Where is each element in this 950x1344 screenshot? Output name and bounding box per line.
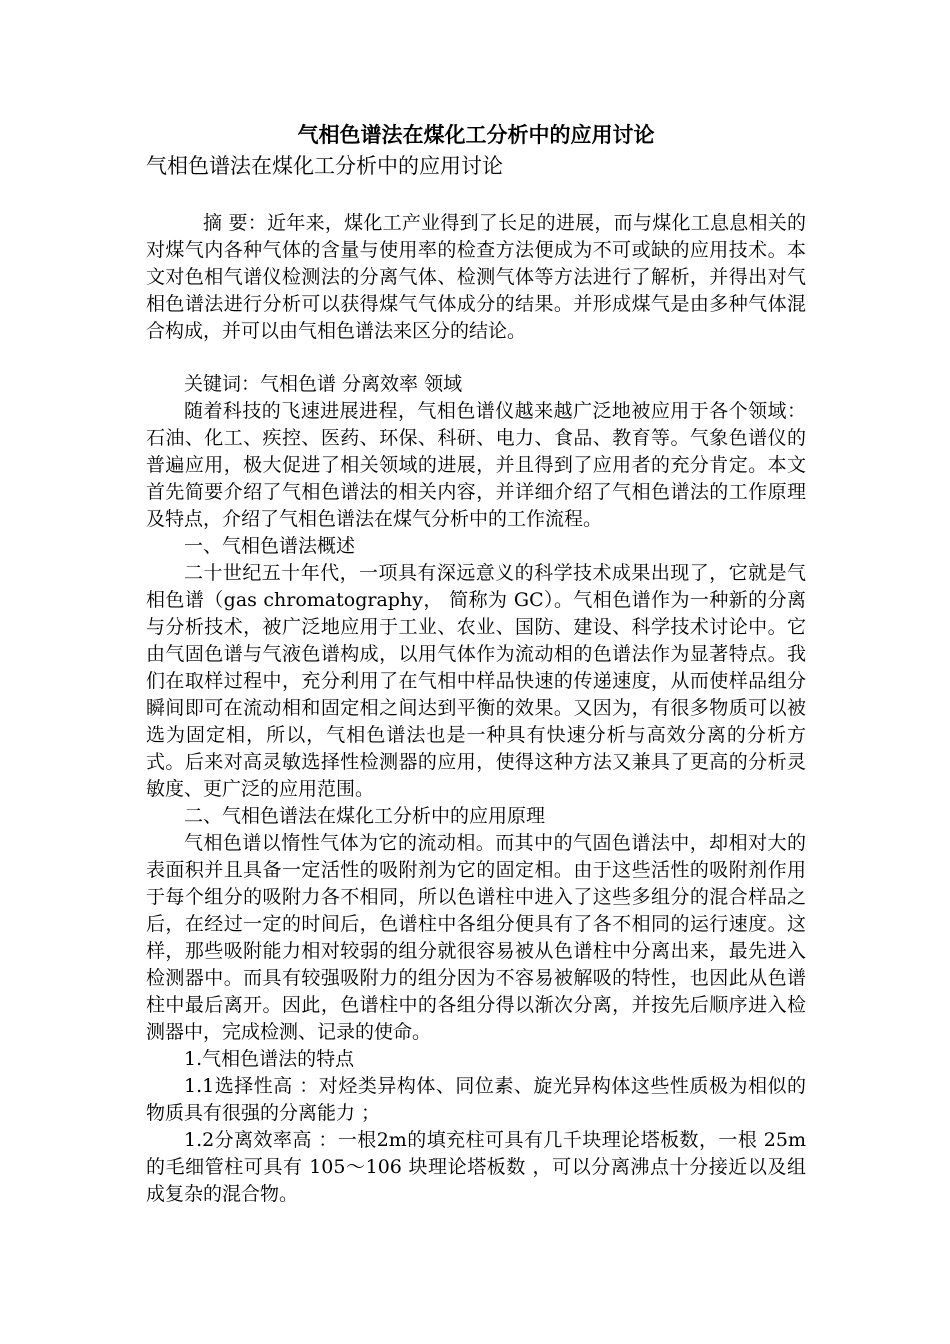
feature-item-selectivity: 1.1选择性高 ：对烃类异构体、同位素、旋光异构体这些性质极为相似的物质具有很强的分离能力 ； (146, 1075, 806, 1124)
document-page (146, 118, 806, 1208)
keywords-line: 关键词：气相色谱 分离效率 领域 (184, 373, 463, 395)
principle-paragraph: 气相色谱以惰性气体为它的流动相。而其中的气固色谱法中，却相对大的表面积并且具备一定活性的吸附剂为它的固定相。由于这些活性的吸附剂作用于每个组分的吸附力各不相同，所以色谱柱中进入了这些多组分的混合样品之后，在经过一定的时间后，色谱柱中各组分便具有了各不相同的运行速度。这样，那些吸附能力相对较弱的组分就很容易被从色谱柱中分离出来，最先进入检测器中。而具有较强吸附力的组分因为不容易被解吸的特性，也因此从色谱柱中最后离开。因此，色谱柱中的各组分得以渐次分离，并按先后顺序进入检测器中，完成检测、记录的使命。 (146, 832, 806, 1043)
document-subtitle: 气相色谱法在煤化工分析中的应用讨论 (146, 154, 503, 178)
overview-paragraph: 二十世纪五十年代，一项具有深远意义的科学技术成果出现了，它就是气相色谱（gas chromatography， 简称为 GC）。气相色谱作为一种新的分离与分析技术，被广泛地应用于工业、农业、国防、建设、科学技术讨论中。它由气固色谱与气液色谱构成，以用气体作为流动相的色谱法作为显著特点。我们在取样过程中，充分利用了在气相中样品快速的传递速度，从而使样品组分瞬间即可在流动相和固定相之间达到平衡的效果。又因为，有很多物质可以被选为固定相，所以，气相色谱法也是一种具有快速分析与高效分离的分析方式。后来对高灵敏选择性检测器的应用，使得这种方法又兼具了更高的分析灵敏度、更广泛的应用范围。 (146, 562, 806, 800)
abstract-paragraph: 摘 要：近年来，煤化工产业得到了长足的进展，而与煤化工息息相关的对煤气内各种气体的含量与使用率的检查方法便成为不可或缺的应用技术。本文对色相气谱仪检测法的分离气体、检测气体等方法进行了解析，并得出对气相色谱法进行分析可以获得煤气气体成分的结果。并形成煤气是由多种气体混合构成，并可以由气相色谱法来区分的结论。 (146, 212, 806, 342)
feature-item-efficiency: 1.2分离效率高 ：一根2m的填充柱可具有几千块理论塔板数，一根 25m 的毛细管柱可具有 105～106 块理论塔板数 ，可以分离沸点十分接近以及组成复杂的混合物。 (146, 1129, 806, 1205)
section-heading-principle: 二、气相色谱法在煤化工分析中的应用原理 (184, 805, 546, 827)
intro-paragraph: 随着科技的飞速进展进程，气相色谱仪越来越广泛地被应用于各个领域：石油、化工、疾控、医药、环保、科研、电力、食品、教育等。气象色谱仪的普遍应用，极大促进了相关领域的进展，并且得到了应用者的充分肯定。本文首先简要介绍了气相色谱法的相关内容，并详细介绍了气相色谱法的工作原理及特点，介绍了气相色谱法在煤气分析中的工作流程。 (146, 400, 806, 530)
paragraph-gap (146, 345, 806, 371)
subsection-heading-features: 1.气相色谱法的特点 (184, 1048, 355, 1070)
document-title: 气相色谱法在煤化工分析中的应用讨论 (297, 122, 655, 147)
section-heading-overview: 一、气相色谱法概述 (184, 535, 356, 557)
